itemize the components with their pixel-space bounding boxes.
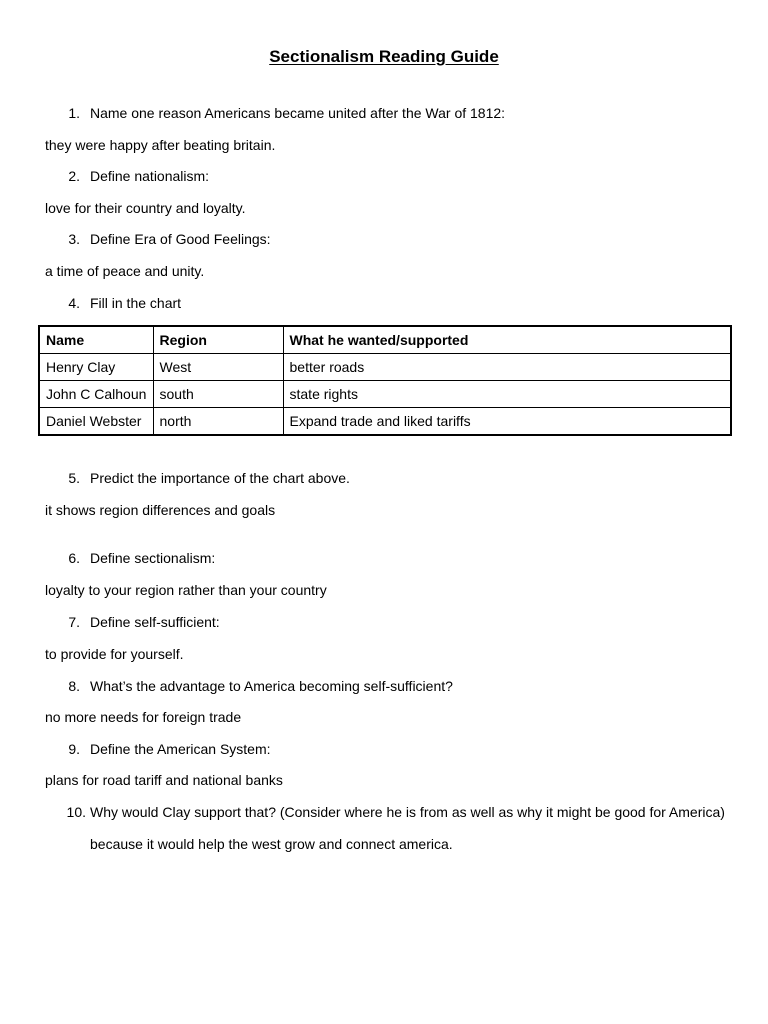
header-name: Name (39, 326, 153, 354)
table-header-row (39, 326, 731, 354)
question-number: 7. (68, 614, 80, 630)
answer-6: loyalty to your region rather than your country (45, 582, 327, 598)
cell-region: south (153, 381, 283, 408)
answer-7: to provide for yourself. (45, 646, 184, 662)
chart-table (38, 325, 732, 436)
cell-wanted: state rights (283, 381, 731, 408)
answer-9: plans for road tariff and national banks (45, 772, 283, 788)
question-text: Fill in the chart (90, 295, 182, 311)
answer-5: it shows region differences and goals (45, 502, 276, 518)
question-text: Define the American System: (90, 741, 271, 757)
question-number: 9. (68, 741, 80, 757)
question-number: 10. (66, 804, 86, 820)
cell-wanted: better roads (283, 354, 731, 381)
table-row (39, 381, 731, 408)
cell-name: Daniel Webster (39, 408, 153, 436)
answer-10: because it would help the west grow and connect america. (90, 836, 453, 852)
header-region: Region (153, 326, 283, 354)
page-title: Sectionalism Reading Guide (269, 47, 499, 66)
answer-3: a time of peace and unity. (45, 263, 205, 279)
question-number: 6. (68, 550, 80, 566)
question-text: Why would Clay support that? (Consider where he is from as well as why it might be good for America) (90, 804, 725, 820)
cell-region: West (153, 354, 283, 381)
question-number: 1. (68, 105, 80, 121)
answer-8: no more needs for foreign trade (45, 709, 242, 725)
question-text: What’s the advantage to America becoming self-sufficient? (90, 678, 453, 694)
answer-2: love for their country and loyalty. (45, 200, 246, 216)
table-row (39, 354, 731, 381)
question-number: 8. (68, 678, 80, 694)
question-text: Predict the importance of the chart above. (90, 470, 350, 486)
answer-1: they were happy after beating britain. (45, 137, 276, 153)
question-number: 4. (68, 295, 80, 311)
table-row (39, 408, 731, 436)
question-text: Name one reason Americans became united after the War of 1812: (90, 105, 506, 121)
cell-wanted: Expand trade and liked tariffs (283, 408, 731, 436)
question-text: Define Era of Good Feelings: (90, 231, 271, 247)
question-number: 5. (68, 470, 80, 486)
question-number: 3. (68, 231, 80, 247)
cell-name: John C Calhoun (39, 381, 153, 408)
question-number: 2. (68, 168, 80, 184)
cell-region: north (153, 408, 283, 436)
header-wanted: What he wanted/supported (283, 326, 731, 354)
question-text: Define nationalism: (90, 168, 210, 184)
question-text: Define self-sufficient: (90, 614, 220, 630)
cell-name: Henry Clay (39, 354, 153, 381)
question-text: Define sectionalism: (90, 550, 216, 566)
